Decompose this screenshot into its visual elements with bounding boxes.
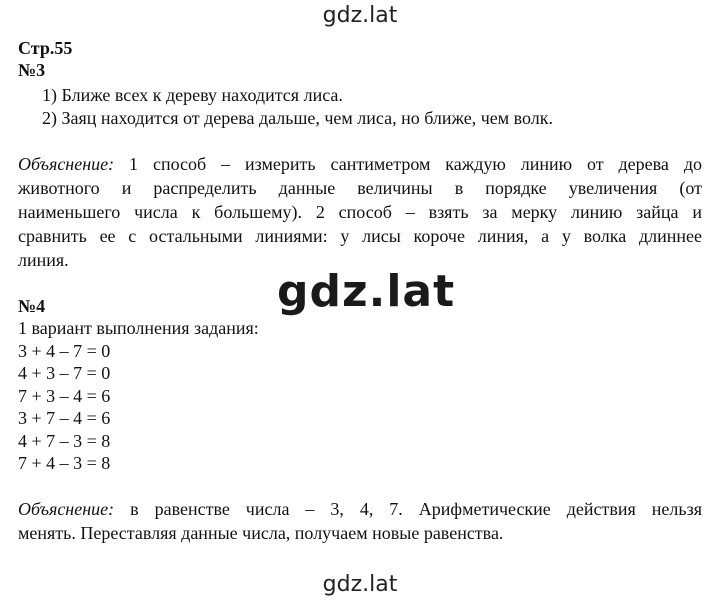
watermark-middle: gdz.lat [277,266,456,317]
task-4-explanation-line-2: менять. Переставляя данные числа, получаем новые равенства. [18,523,504,543]
task-4-number: №4 [18,296,46,316]
task-4-intro: 1 вариант выполнения задания: [18,318,259,338]
equation-3: 7 + 3 – 4 = 6 [18,386,111,406]
task-3-answer-1: 1) Ближе всех к дереву находится лиса. [42,85,343,105]
task-3-number: №3 [18,60,46,80]
watermark-top: gdz.lat [322,3,398,28]
watermark-bottom: gdz.lat [322,572,398,597]
task-4-explanation-text: в равенстве числа – 3, 4, 7. Арифметические действия нельзя [114,499,702,519]
task-3-explanation-line-2: животного и распределить данные величины в порядке увеличения (от [18,178,702,198]
task-4-explanation-line-1 [18,498,702,521]
task-3-explanation-line-4: сравнить ее с остальными линиями: у лисы короче линия, а у волка длиннее [18,226,702,246]
equation-5: 4 + 7 – 3 = 8 [18,431,111,451]
page-heading: Стр.55 [18,38,73,58]
equation-6: 7 + 4 – 3 = 8 [18,453,111,473]
task-3-explanation-line-5: линия. [18,250,69,270]
task-3-explanation-label: Объяснение: [18,154,115,174]
task-3-explanation-line-3: наименьшего числа к большему). 2 способ – взять за мерку линию зайца и [18,202,702,222]
equation-1: 3 + 4 – 7 = 0 [18,341,111,361]
equation-2: 4 + 3 – 7 = 0 [18,363,111,383]
task-3-explanation-line-1 [18,153,702,176]
equation-4: 3 + 7 – 4 = 6 [18,408,111,428]
task-3-explanation-text: 1 способ – измерить сантиметром каждую линию от дерева до [114,154,702,174]
task-4-explanation-label: Объяснение: [18,499,115,519]
task-3-answer-2: 2) Заяц находится от дерева дальше, чем лиса, но ближе, чем волк. [42,108,554,128]
